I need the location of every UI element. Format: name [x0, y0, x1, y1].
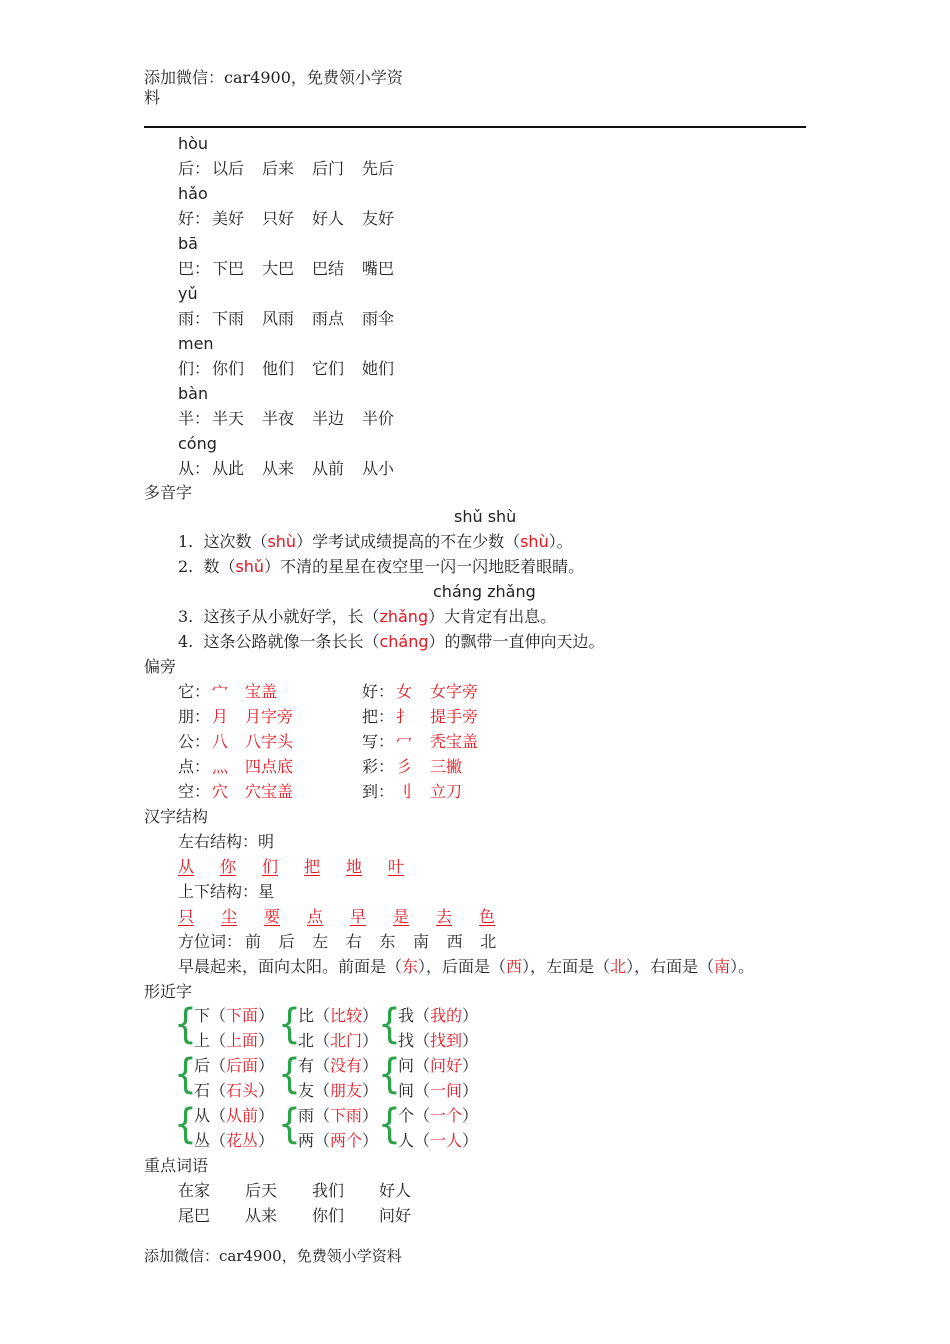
- paren: ）: [362, 1131, 379, 1150]
- similar-title: 形近字: [144, 982, 193, 1001]
- vocab-word: 以后: [212, 159, 245, 178]
- vocab-word: 只好: [262, 209, 295, 228]
- vocab-char: 半：: [178, 409, 211, 428]
- paren: （: [210, 1006, 227, 1025]
- similar-char: 雨: [298, 1106, 315, 1125]
- structure-char: 你: [220, 857, 237, 876]
- similar-word: 从前: [226, 1106, 259, 1125]
- structure-char: 早: [350, 907, 367, 926]
- structure-char: 把: [304, 857, 321, 876]
- paren: （: [210, 1031, 227, 1050]
- paren: （: [314, 1081, 331, 1100]
- radical-char: 朋：: [178, 707, 211, 726]
- sentence-number: 2.: [178, 557, 194, 576]
- vocab-word: 后门: [312, 159, 345, 178]
- key-word: 后天: [245, 1181, 278, 1200]
- similar-word: 一个: [430, 1106, 463, 1125]
- text: ）的飘带一直伸向天边。: [428, 632, 605, 651]
- vocab-word: 半天: [212, 409, 245, 428]
- brace-icon: {: [174, 1000, 197, 1048]
- similar-word: 找到: [430, 1031, 463, 1050]
- pinyin-answer: shù: [520, 532, 549, 551]
- key-word: 问好: [379, 1206, 412, 1225]
- similar-char: 后: [194, 1056, 211, 1075]
- brace-icon: {: [278, 1000, 301, 1048]
- pinyin-answer: shù: [267, 532, 297, 551]
- polyphonic-title: 多音字: [144, 483, 193, 502]
- paren: （: [210, 1056, 227, 1075]
- paren: （: [210, 1106, 227, 1125]
- similar-word: 下雨: [330, 1106, 363, 1125]
- footer-text: 添加微信：car4900，免费领小学资料: [144, 1247, 402, 1265]
- vocab-char: 好：: [178, 209, 211, 228]
- direction-label: 方位词：: [178, 932, 243, 951]
- sentence-2: [178, 557, 584, 577]
- similar-word: 后面: [226, 1056, 259, 1075]
- text: ）。: [730, 957, 755, 976]
- similar-pair: [398, 1031, 478, 1051]
- radical-char: 到：: [362, 782, 395, 801]
- similar-char: 间: [398, 1081, 415, 1100]
- key-word: 你们: [312, 1206, 345, 1225]
- similar-char: 两: [298, 1131, 315, 1150]
- vocab-word: 它们: [312, 359, 345, 378]
- radical-name: 三撇: [430, 757, 463, 776]
- vocab-pinyin: men: [178, 334, 214, 353]
- text: ），左面是（: [522, 957, 611, 976]
- paren: （: [210, 1081, 227, 1100]
- similar-word: 两个: [330, 1131, 363, 1150]
- similar-char: 个: [398, 1106, 415, 1125]
- similar-pair: [298, 1031, 378, 1051]
- text: 这条公路就像一条长长（: [203, 632, 380, 651]
- vocab-word: 巴结: [312, 259, 345, 278]
- paren: （: [414, 1056, 431, 1075]
- sentence-number: 3.: [178, 607, 194, 626]
- top-bottom-label: 上下结构：星: [178, 882, 275, 901]
- vocab-word: 他们: [262, 359, 295, 378]
- direction-word: 东: [379, 932, 396, 951]
- text: ）学考试成绩提高的不在少数（: [296, 532, 521, 551]
- vocab-pinyin: bàn: [178, 384, 209, 403]
- radical-glyph: 彡: [396, 757, 413, 776]
- direction-word: 南: [413, 932, 430, 951]
- radical-name: 月字旁: [245, 707, 294, 726]
- similar-pair: [298, 1081, 378, 1101]
- radical-glyph: 女: [396, 682, 413, 701]
- left-right-label: 左右结构：明: [178, 832, 275, 851]
- similar-pair: [398, 1006, 478, 1026]
- brace-icon: {: [278, 1100, 301, 1148]
- sentence-number: 4.: [178, 632, 194, 651]
- similar-word: 石头: [226, 1081, 259, 1100]
- radical-glyph: 冖: [396, 732, 413, 751]
- structure-char: 从: [178, 857, 195, 876]
- answer: 南: [714, 957, 731, 976]
- similar-char: 问: [398, 1056, 415, 1075]
- similar-word: 上面: [226, 1031, 259, 1050]
- structure-char: 地: [346, 857, 363, 876]
- paren: ）: [462, 1106, 479, 1125]
- similar-pair: [398, 1081, 478, 1101]
- structure-char: 点: [307, 907, 324, 926]
- radical-char: 点：: [178, 757, 211, 776]
- vocab-word: 下巴: [212, 259, 245, 278]
- vocab-word: 友好: [362, 209, 395, 228]
- pinyin-answer: shǔ: [235, 557, 265, 576]
- paren: ）: [462, 1031, 479, 1050]
- radical-char: 好：: [362, 682, 395, 701]
- structure-char: 色: [479, 907, 496, 926]
- brace-icon: {: [378, 1050, 401, 1098]
- vocab-pinyin: yǔ: [178, 284, 198, 303]
- radical-glyph: 八: [212, 732, 229, 751]
- radical-name: 八字头: [245, 732, 294, 751]
- structure-char: 们: [262, 857, 279, 876]
- similar-char: 上: [194, 1031, 211, 1050]
- radical-glyph: 刂: [396, 782, 413, 801]
- answer: 西: [506, 957, 523, 976]
- similar-word: 没有: [330, 1056, 363, 1075]
- similar-pair: [298, 1131, 378, 1151]
- radical-glyph: 穴: [212, 782, 229, 801]
- similar-word: 一人: [430, 1131, 463, 1150]
- text: 早晨起来，面向太阳。前面是（: [178, 957, 403, 976]
- similar-word: 问好: [430, 1056, 463, 1075]
- radical-glyph: 扌: [396, 707, 413, 726]
- paren: ）: [258, 1006, 275, 1025]
- similar-pair: [298, 1106, 378, 1126]
- direction-word: 西: [446, 932, 463, 951]
- key-word: 尾巴: [178, 1206, 211, 1225]
- radical-char: 把：: [362, 707, 395, 726]
- paren: （: [414, 1081, 431, 1100]
- radicals-title: 偏旁: [144, 657, 177, 676]
- radical-name: 宝盖: [245, 682, 278, 701]
- paren: ）: [462, 1131, 479, 1150]
- paren: （: [414, 1031, 431, 1050]
- text: ），右面是（: [626, 957, 715, 976]
- vocab-word: 你们: [212, 359, 245, 378]
- direction-word: 左: [312, 932, 329, 951]
- radical-char: 公：: [178, 732, 211, 751]
- direction-word: 北: [480, 932, 497, 951]
- sentence-3: [178, 607, 556, 627]
- vocab-pinyin: hǎo: [178, 184, 208, 203]
- similar-char: 石: [194, 1081, 211, 1100]
- vocab-word: 下雨: [212, 309, 245, 328]
- paren: （: [414, 1006, 431, 1025]
- similar-char: 丛: [194, 1131, 211, 1150]
- structure-char: 尘: [221, 907, 238, 926]
- similar-word: 花丛: [226, 1131, 259, 1150]
- vocab-word: 半价: [362, 409, 395, 428]
- vocab-word: 先后: [362, 159, 395, 178]
- text: 这孩子从小就好学，长（: [203, 607, 380, 626]
- paren: ）: [258, 1131, 275, 1150]
- radical-glyph: 灬: [212, 757, 229, 776]
- vocab-word: 半边: [312, 409, 345, 428]
- similar-char: 有: [298, 1056, 315, 1075]
- paren: ）: [362, 1056, 379, 1075]
- similar-word: 比较: [330, 1006, 363, 1025]
- vocab-word: 好人: [312, 209, 345, 228]
- paren: ）: [258, 1056, 275, 1075]
- structure-char: 要: [264, 907, 281, 926]
- text: ），后面是（: [418, 957, 507, 976]
- vocab-char: 巴：: [178, 259, 211, 278]
- vocab-word: 她们: [362, 359, 395, 378]
- chang-pinyin-header: cháng zhǎng: [433, 582, 536, 601]
- similar-char: 找: [398, 1031, 415, 1050]
- radical-char: 它：: [178, 682, 211, 701]
- paren: ）: [258, 1031, 275, 1050]
- radical-name: 秃宝盖: [430, 732, 479, 751]
- vocab-pinyin: hòu: [178, 134, 209, 153]
- structure-char: 是: [393, 907, 410, 926]
- similar-word: 一间: [430, 1081, 463, 1100]
- direction-word: 后: [278, 932, 295, 951]
- vocab-char: 雨：: [178, 309, 211, 328]
- paren: ）: [362, 1031, 379, 1050]
- paren: ）: [462, 1006, 479, 1025]
- similar-word: 下面: [226, 1006, 259, 1025]
- radical-name: 立刀: [430, 782, 463, 801]
- paren: ）: [258, 1081, 275, 1100]
- similar-char: 下: [194, 1006, 211, 1025]
- sentence-number: 1.: [178, 532, 194, 551]
- direction-sentence: [178, 957, 754, 977]
- paren: （: [414, 1131, 431, 1150]
- pinyin-answer: cháng: [379, 632, 429, 651]
- similar-pair: [398, 1106, 478, 1126]
- paren: （: [314, 1056, 331, 1075]
- similar-char: 友: [298, 1081, 315, 1100]
- shu-pinyin-header: shǔ shù: [454, 507, 517, 526]
- radical-char: 彩：: [362, 757, 395, 776]
- text: ）不清的星星在夜空里一闪一闪地眨着眼睛。: [264, 557, 585, 576]
- vocab-word: 从前: [312, 459, 345, 478]
- similar-pair: [298, 1006, 378, 1026]
- vocab-word: 大巴: [262, 259, 295, 278]
- paren: ）: [258, 1106, 275, 1125]
- similar-char: 北: [298, 1031, 315, 1050]
- vocab-word: 嘴巴: [362, 259, 395, 278]
- text: ）大肯定有出息。: [428, 607, 557, 626]
- radical-glyph: 月: [212, 707, 229, 726]
- key-words-title: 重点词语: [144, 1156, 209, 1175]
- text: ）。: [548, 532, 573, 551]
- radical-name: 四点底: [245, 757, 294, 776]
- structure-char: 去: [436, 907, 453, 926]
- brace-icon: {: [378, 1000, 401, 1048]
- similar-char: 我: [398, 1006, 415, 1025]
- similar-char: 人: [398, 1131, 415, 1150]
- header-line-2: 料: [144, 88, 161, 107]
- text: 这次数（: [203, 532, 268, 551]
- similar-pair: [194, 1106, 274, 1126]
- structure-char: 只: [178, 907, 195, 926]
- brace-icon: {: [378, 1100, 401, 1148]
- paren: ）: [362, 1081, 379, 1100]
- radical-char: 写：: [362, 732, 395, 751]
- key-word: 在家: [178, 1181, 211, 1200]
- direction-word: 右: [345, 932, 362, 951]
- vocab-pinyin: bā: [178, 234, 198, 253]
- paren: （: [314, 1031, 331, 1050]
- vocab-word: 雨伞: [362, 309, 395, 328]
- vocab-pinyin: cóng: [178, 434, 217, 453]
- paren: ）: [362, 1106, 379, 1125]
- structure-char: 叶: [388, 857, 405, 876]
- sentence-1: [178, 532, 573, 552]
- paren: （: [210, 1131, 227, 1150]
- radical-char: 空：: [178, 782, 211, 801]
- similar-pair: [298, 1056, 378, 1076]
- vocab-char: 后：: [178, 159, 211, 178]
- radical-name: 提手旁: [430, 707, 479, 726]
- similar-word: 北门: [330, 1031, 363, 1050]
- key-word: 我们: [312, 1181, 345, 1200]
- radical-glyph: 宀: [212, 682, 229, 701]
- vocab-word: 从此: [212, 459, 245, 478]
- paren: ）: [362, 1006, 379, 1025]
- paren: （: [314, 1131, 331, 1150]
- similar-pair: [194, 1081, 274, 1101]
- similar-pair: [194, 1006, 274, 1026]
- vocab-word: 美好: [212, 209, 245, 228]
- paren: ）: [462, 1056, 479, 1075]
- vocab-char: 们：: [178, 359, 211, 378]
- sentence-4: [178, 632, 605, 652]
- similar-word: 朋友: [330, 1081, 363, 1100]
- vocab-word: 从小: [362, 459, 395, 478]
- similar-pair: [194, 1056, 274, 1076]
- vocab-word: 半夜: [262, 409, 295, 428]
- key-word: 从来: [245, 1206, 278, 1225]
- similar-pair: [398, 1056, 478, 1076]
- vocab-char: 从：: [178, 459, 211, 478]
- pinyin-answer: zhǎng: [379, 607, 429, 626]
- brace-icon: {: [174, 1050, 197, 1098]
- brace-icon: {: [278, 1050, 301, 1098]
- header-line-1: 添加微信：car4900，免费领小学资: [144, 68, 403, 87]
- structure-title: 汉字结构: [144, 807, 209, 826]
- similar-pair: [194, 1031, 274, 1051]
- radical-name: 女字旁: [430, 682, 479, 701]
- brace-icon: {: [174, 1100, 197, 1148]
- similar-pair: [194, 1131, 274, 1151]
- vocab-word: 后来: [262, 159, 295, 178]
- similar-pair: [398, 1131, 478, 1151]
- answer: 北: [610, 957, 627, 976]
- vocab-word: 风雨: [262, 309, 295, 328]
- text: 数（: [203, 557, 236, 576]
- header-divider: [144, 126, 806, 128]
- radical-name: 穴宝盖: [245, 782, 294, 801]
- vocab-word: 雨点: [312, 309, 345, 328]
- answer: 东: [402, 957, 419, 976]
- direction-word: 前: [245, 932, 262, 951]
- similar-char: 从: [194, 1106, 211, 1125]
- paren: ）: [462, 1081, 479, 1100]
- similar-word: 我的: [430, 1006, 463, 1025]
- paren: （: [414, 1106, 431, 1125]
- key-word: 好人: [379, 1181, 412, 1200]
- paren: （: [314, 1006, 331, 1025]
- paren: （: [314, 1106, 331, 1125]
- vocab-word: 从来: [262, 459, 295, 478]
- similar-char: 比: [298, 1006, 315, 1025]
